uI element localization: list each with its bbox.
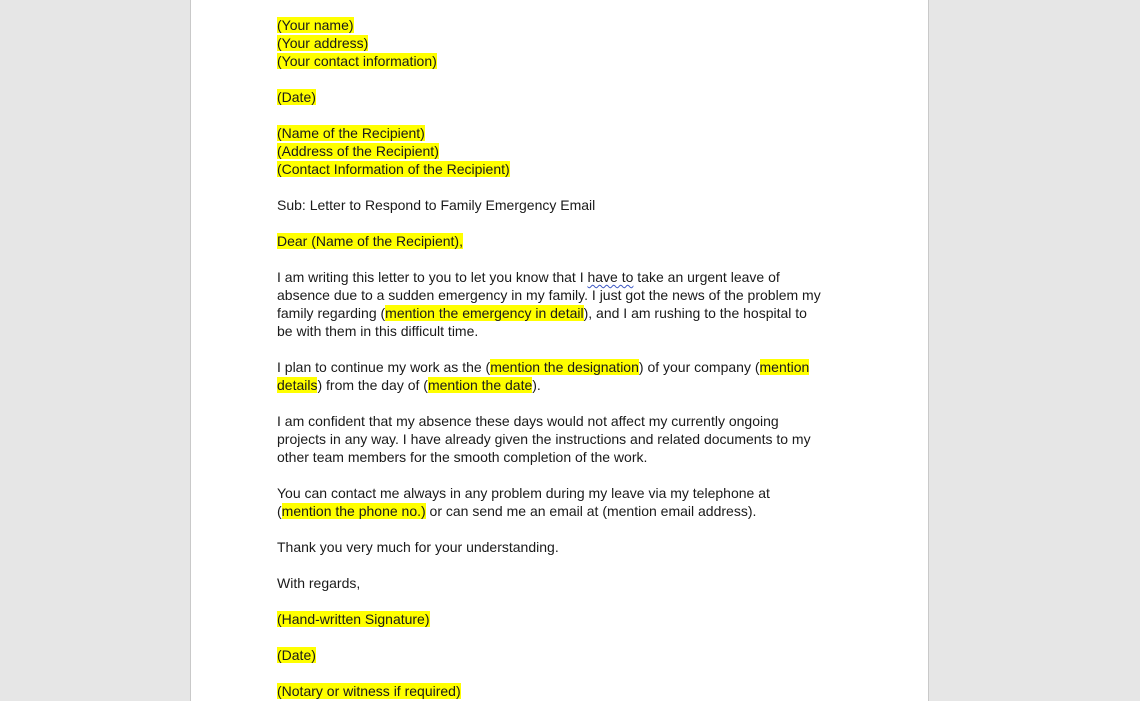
recipient-name-line [277,124,857,142]
p1-text-a: I am writing this letter to you to let you know that I [277,269,588,285]
placeholder-phone[interactable]: mention the phone no.) [281,503,426,519]
date-bottom[interactable]: (Date) [277,647,316,663]
p1-line-4: be with them in this difficult time. [277,323,479,339]
placeholder-date[interactable]: mention the date [427,377,533,393]
notary-placeholder[interactable]: (Notary or witness if required) [277,683,461,699]
p3-line-1: I am confident that my absence these days would not affect my currently ongoing [277,413,779,429]
p2-text-b: ) of your company ( [638,359,760,375]
grammar-flagged-text[interactable]: have to [587,269,634,285]
p4-text-b: or can send me an email at (mention email address). [425,503,757,519]
recipient-contact-line [277,160,857,178]
date-top-line [277,88,857,106]
placeholder-details-part1[interactable]: mention [759,359,810,375]
signature-line [277,610,857,628]
sender-address-line [277,34,857,52]
p1-text-d: ), and I am rushing to the hospital to [583,305,807,321]
p2-text-d: ). [532,377,541,393]
signature-placeholder[interactable]: (Hand-written Signature) [277,611,430,627]
date-bottom-line [277,646,857,664]
sender-contact-line [277,52,857,70]
p3-line-3: other team members for the smooth completion of the work. [277,449,648,465]
salutation[interactable]: Dear (Name of the Recipient), [277,233,463,249]
p2-text-a: I plan to continue my work as the ( [277,359,491,375]
paragraph-confidence [277,412,857,466]
salutation-line [277,232,857,250]
recipient-contact[interactable]: (Contact Information of the Recipient) [277,161,510,177]
paragraph-emergency [277,268,857,340]
sender-address[interactable]: (Your address) [277,35,369,51]
placeholder-designation[interactable]: mention the designation [490,359,639,375]
p1-line-2: absence due to a sudden emergency in my family. I just got the news of the problem my [277,287,821,303]
sender-contact[interactable]: (Your contact information) [277,53,437,69]
p4-text-a: ( [277,503,282,519]
document-page[interactable] [190,0,929,701]
recipient-address[interactable]: (Address of the Recipient) [277,143,439,159]
p1-text-b: take an urgent leave of [633,269,780,285]
p1-text-c: family regarding ( [277,305,386,321]
closing-line: With regards, [277,575,361,591]
notary-line [277,682,857,700]
p4-line-1: You can contact me always in any problem during my leave via my telephone at [277,485,770,501]
paragraph-work-plan [277,358,857,394]
sender-name-line [277,16,857,34]
placeholder-details-part2[interactable]: details [277,377,318,393]
p3-line-2: projects in any way. I have already given the instructions and related documents to my [277,431,811,447]
recipient-name[interactable]: (Name of the Recipient) [277,125,425,141]
p2-text-c: ) from the day of ( [317,377,428,393]
placeholder-emergency-detail[interactable]: mention the emergency in detail [385,305,584,321]
date-top[interactable]: (Date) [277,89,316,105]
letter-body[interactable] [277,16,857,700]
subject-line: Sub: Letter to Respond to Family Emergency Email [277,197,596,213]
sender-name[interactable]: (Your name) [277,17,354,33]
thanks-line: Thank you very much for your understanding. [277,539,559,555]
recipient-address-line [277,142,857,160]
paragraph-contact [277,484,857,520]
